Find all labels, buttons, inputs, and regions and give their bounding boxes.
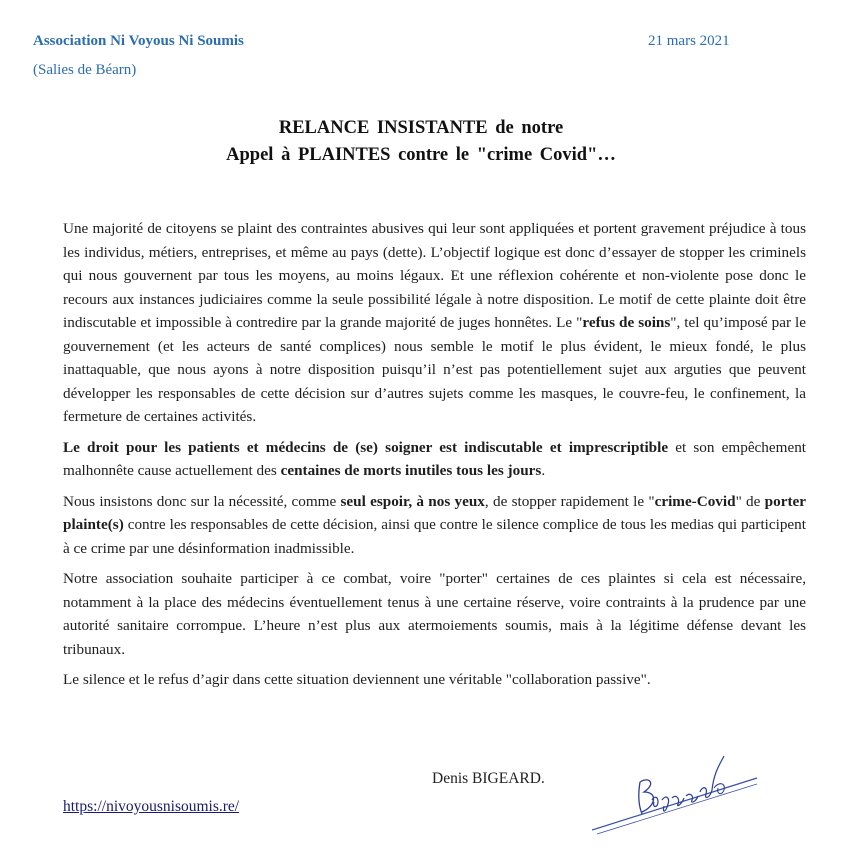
p2-text-d: . [541, 462, 546, 479]
p1-text-a: Une majorité de citoyens se plaint des contraintes abusives qui leur sont appliquées et portent gravement préjudice à tous les individus, métiers, entreprises, et même au pays (dette). L’objectif logique est donc d’essayer de stopper les criminels qui nous gouvernent par tous les moyens, au moins légaux. Et une réflexion cohérente et non-violente pose donc le recours aux instances judiciaires comme la seule possibilité légale à notre disposition. Le motif de cette plainte doit être indiscutable et impossible à contredire par la grande majorité de juges honnêtes. Le " [63, 220, 806, 331]
p1-text-c: ", tel qu’imposé par le gouvernement (et les acteurs de santé complices) nous semble le motif le plus évident, le mieux fondé, le plus inattaquable, que nous ayons à notre disposition puisqu’il n’est pas potentiellement sujet aux arguties que peuvent développer les responsables de cette décision sur d’autres sujets comme les masques, le couvre-feu, le confinement, la fermeture de certaines activités. [63, 314, 807, 425]
paragraph-2 [63, 436, 806, 483]
letter-date: 21 mars 2021 [648, 33, 730, 49]
paragraph-1 [63, 217, 806, 429]
p1-bold-refus-de-soins: refus de soins [582, 314, 671, 331]
title-line-1: RELANCE INSISTANTE de notre [278, 118, 564, 138]
website-link[interactable]: https://nivoyousnisoumis.re/ [63, 798, 240, 815]
p3-bold-b: seul espoir, à nos yeux [340, 492, 485, 510]
p3-bold-d: crime-Covid [654, 492, 736, 510]
p2-bold-a: Le droit pour les patients et médecins de (se) soigner est indiscutable et imprescriptible [63, 438, 669, 456]
p2-text-b: et son empêchement malhonnête cause actuellement des [63, 438, 807, 479]
p3-bold-f: porter plainte(s) [63, 492, 806, 533]
letter-body [63, 217, 806, 699]
p3-text-g: contre les responsables de cette décision, ainsi que contre le silence complice de tous les medias qui participent à ce crime par une désinformation inadmissible. [63, 516, 806, 557]
handwritten-signature [592, 742, 762, 837]
p3-text-e: " de [735, 492, 765, 510]
paragraph-5: Le silence et le refus d’agir dans cette situation deviennent une véritable "collaboration passive". [63, 671, 651, 688]
organization-name: Association Ni Voyous Ni Soumis [33, 33, 244, 49]
p2-bold-c: centaines de morts inutiles tous les jours [280, 462, 542, 479]
p3-text-a: Nous insistons donc sur la nécessité, comme [63, 492, 341, 510]
paragraph-4: Notre association souhaite participer à ce combat, voire "porter" certaines de ces plaintes si cela est nécessaire, notamment à la place des médecins éventuellement tenus à une certaine réserve, voire contraints à la prudence par une autorité sanitaire corrompue. L’heure n’est plus aux atermoiements soumis, mais à la légitime défense devant les tribunaux. [63, 570, 806, 658]
paragraph-3 [63, 490, 806, 561]
p3-text-c: , de stopper rapidement le " [484, 492, 655, 510]
title-line-2: Appel à PLAINTES contre le "crime Covid"… [226, 145, 616, 165]
signature-name: Denis BIGEARD. [432, 770, 545, 787]
organization-location: (Salies de Béarn) [33, 62, 137, 78]
